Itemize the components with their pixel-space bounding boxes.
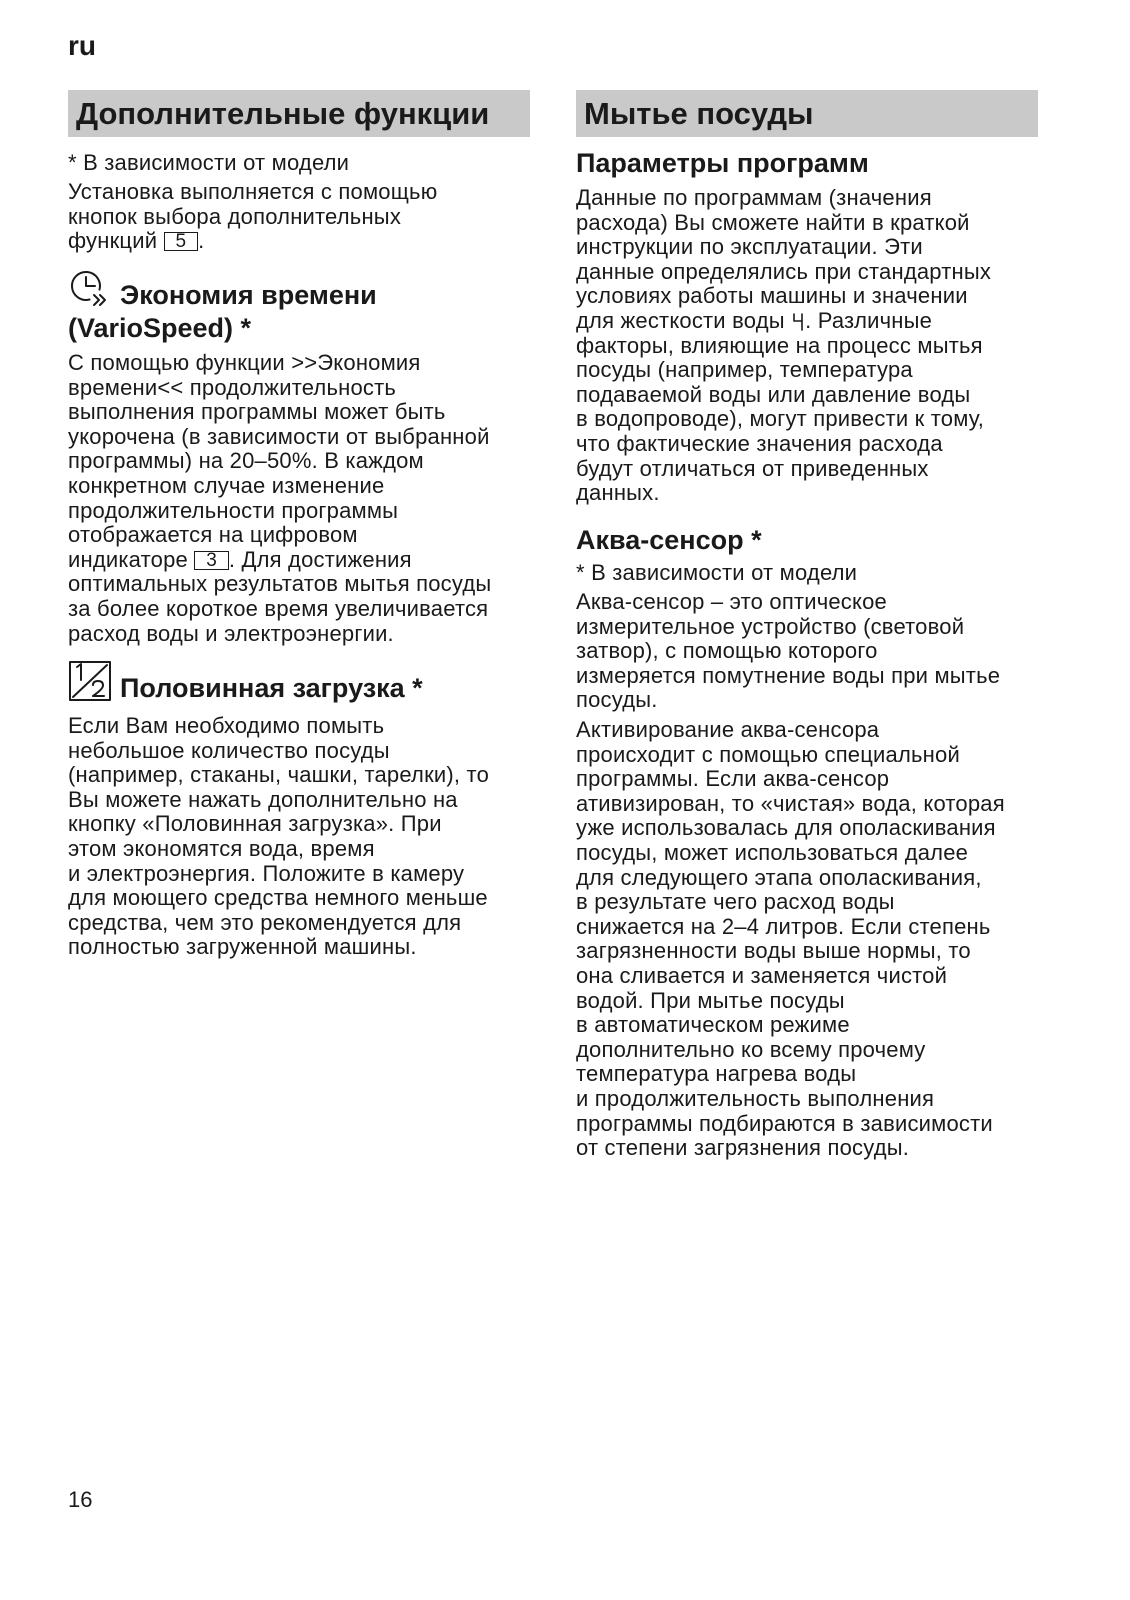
text-line: в автоматическом режиме [576,1012,850,1038]
text-line: за более короткое время увеличивается [68,595,489,621]
text-line: отображается на цифровом [68,522,358,548]
text-line: Установка выполняется с помощью [68,179,438,204]
text-line [68,548,530,573]
text-line: посуды. [576,687,658,713]
text-line: данных. [576,480,660,506]
text-segment: . Различные [805,307,933,333]
text-line: для следующего этапа ополаскивания, [576,864,982,890]
vario-speed-paragraph [68,351,530,646]
text-line: измерительное устройство (световой [576,613,965,639]
text-line: затвор), с помощью которого [576,638,878,664]
text-line: оптимальных результатов мытья посуды [68,571,492,597]
text-line: конкретном случае изменение [68,472,385,498]
half-load-icon [68,660,112,710]
text-segment: функций [68,228,164,254]
text-segment: . Для достижения [228,546,412,572]
text-line: загрязненности воды выше нормы, то [576,938,971,964]
section-header-title: Мытье посуды [584,96,814,131]
text-line: небольшое количество посуды [68,737,390,763]
language-tag: ru [68,30,96,61]
half-load-title: Половинная загрузка * [120,673,423,703]
text-line: температура нагрева воды [576,1061,857,1087]
text-line: дополнительно ко всему прочему [576,1036,926,1062]
half-load-heading [68,672,530,705]
text-line: времени<< продолжительность [68,374,397,400]
program-parameters-heading: Параметры программ [576,147,869,178]
text-line: и электроэнергия. Положите в камеру [68,860,465,886]
text-line: водой. При мытье посуды [576,987,845,1013]
text-line: подаваемой воды или давление воды [576,381,971,407]
section-header-title: Дополнительные функции [76,96,490,131]
text-line: укорочена (в зависимости от выбранной [68,423,490,449]
text-line [68,229,530,254]
aqua-sensor-paragraph-1 [576,590,1038,713]
aqua-sensor-paragraph-2 [576,718,1038,1161]
reference-number-box: 3 [194,551,229,570]
text-line: средства, чем это рекомендуется для [68,909,462,935]
note-text: * В зависимости от модели [68,150,350,175]
text-line: программы. Если аква-сенсор [576,766,890,792]
text-line: она сливается и заменяется чистой [576,962,948,988]
text-line: в результате чего расход воды [576,889,895,915]
text-line: С помощью функции >>Экономия [68,350,421,375]
text-line: ативизирован, то «чистая» вода, которая [576,790,1005,816]
text-line: Активирование аква-сенсора [576,717,880,742]
text-line: инструкции по эксплуатации. Эти [576,234,923,260]
text-segment: индикаторе [68,546,195,572]
text-line: Аква-сенсор – это оптическое [576,589,887,614]
text-line: Данные по программам (значения [576,185,932,210]
water-hardness-symbol-icon [792,311,804,331]
text-line: уже использовалась для ополаскивания [576,815,996,841]
text-line: данные определялись при стандартных [576,258,992,284]
note-text: * В зависимости от модели [576,560,858,585]
model-note [68,151,530,176]
text-line: и продолжительность выполнения [576,1085,935,1111]
vario-speed-clock-icon [68,269,114,317]
reference-number-box: 5 [164,232,199,251]
text-line: что фактические значения расхода [576,430,943,456]
text-line: программы) на 20–50%. В каждом [68,448,424,474]
text-line: в водопроводе), могут привести к тому, [576,406,985,432]
text-line: посуды (например, температура [576,357,913,383]
vario-speed-title-line-1: Экономия времени [120,280,377,310]
text-line: расхода) Вы сможете найти в краткой [576,209,970,235]
text-line: расход воды и электроэнергии. [68,620,394,646]
text-line: для моющего средства немного меньше [68,885,488,911]
text-line: происходит с помощью специальной [576,741,960,767]
text-line: этом экономятся вода, время [68,835,375,861]
program-parameters-paragraph [576,186,1038,506]
text-line: условиях работы машины и значении [576,283,968,309]
aqua-sensor-model-note [576,561,1038,586]
intro-paragraph [68,180,530,254]
vario-speed-heading [68,279,530,345]
text-line: снижается на 2–4 литров. Если степень [576,913,991,939]
text-line: продолжительности программы [68,497,399,523]
text-segment: для жесткости воды [576,307,792,333]
vario-speed-title-line-2: (VarioSpeed) * [68,313,252,343]
text-line: измеряется помутнение воды при мытье [576,662,1001,688]
text-line: посуды, может использоваться далее [576,839,969,865]
text-segment: . [198,228,205,254]
text-line: Вы можете нажать дополнительно на [68,786,458,812]
text-line: от степени загрязнения посуды. [576,1135,910,1161]
half-load-paragraph [68,714,530,960]
section-header-additional-functions [68,90,530,137]
text-line [576,309,1038,334]
page-number: 16 [68,1487,93,1512]
text-line: кнопку «Половинная загрузка». При [68,811,442,837]
text-line: выполнения программы может быть [68,399,446,425]
text-line: программы подбираются в зависимости [576,1110,993,1136]
text-line: полностью загруженной машины. [68,934,417,960]
text-line: (например, стаканы, чашки, тарелки), то [68,762,490,788]
section-header-dishwashing [576,90,1038,137]
aqua-sensor-heading: Аква-сенсор * [576,524,762,555]
text-line: Если Вам необходимо помыть [68,713,385,738]
text-line: будут отличаться от приведенных [576,455,929,481]
text-line: кнопок выбора дополнительных [68,203,402,229]
text-line: факторы, влияющие на процесс мытья [576,332,983,358]
